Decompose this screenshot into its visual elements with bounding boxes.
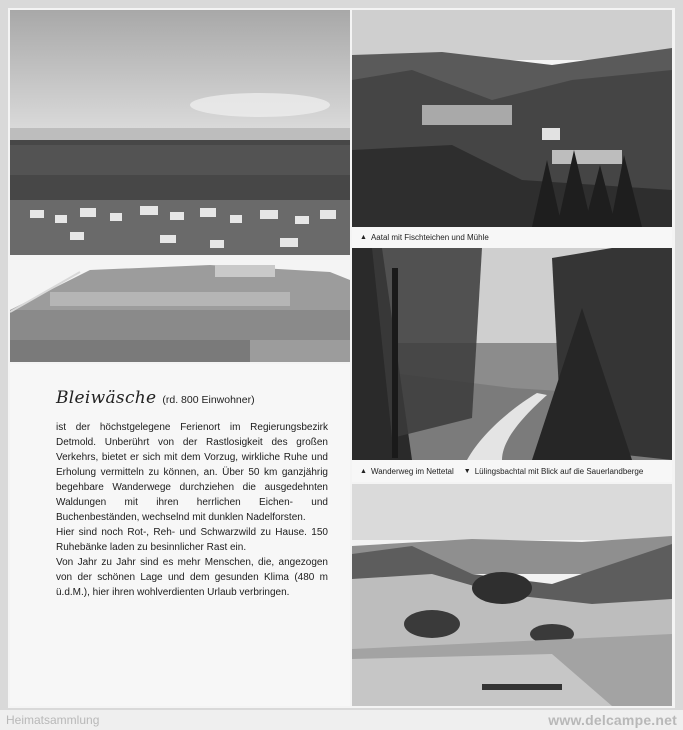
triangle-down-icon: ▼ xyxy=(463,467,471,475)
paragraph-intro: ist der höchstgelegene Ferienort im Regierungsbezirk Detmold. Unberührt von der Rastlosigkeit des großen Verkehrs, bietet er sich mit dem Vorzug, wirkliche Ruhe und Erholung vermitteln zu können, an. Über 50 km ganzjährig begehbare Wanderwege durchziehen die ausgedehnten Waldungen mit ihren herrlichen Eichen- und Buchenbeständen, wechselnd mit dunklen Nadelforsten. xyxy=(56,422,328,523)
caption-aatal-text: Aatal mit Fischteichen und Mühle xyxy=(370,233,489,242)
population-note: (rd. 800 Einwohner) xyxy=(162,394,255,406)
description-heading xyxy=(56,388,328,408)
paragraph-wildlife: Hier sind noch Rot-, Reh- und Schwarzwild zu Hause. 150 Ruhebänke laden zu besinnlicher Rast ein. xyxy=(56,527,328,553)
photo-aatal xyxy=(352,10,672,227)
caption-aatal xyxy=(352,227,672,248)
watermark-right: www.delcampe.net xyxy=(548,712,677,728)
photo-village-panorama xyxy=(10,10,350,362)
photo-wanderweg xyxy=(352,248,672,460)
place-name: Bleiwäsche xyxy=(56,388,157,408)
description-panel xyxy=(10,364,350,706)
photo-luelingsbachtal xyxy=(352,484,672,706)
watermark-left: Heimatsammlung xyxy=(6,713,100,727)
paragraph-visitors: Von Jahr zu Jahr sind es mehr Menschen, die, angezogen von der schönen Lage und dem gesunden Klima (480 m ü.d.M.), hier ihren wohlverdienten Urlaub verbringen. xyxy=(56,557,328,598)
caption-wanderweg xyxy=(352,460,672,482)
caption-luelingsbachtal-text: Lülingsbachtal mit Blick auf die Sauerlandberge xyxy=(474,466,644,476)
triangle-up-icon: ▲ xyxy=(360,234,367,241)
caption-wanderweg-text: Wanderweg im Nettetal xyxy=(370,466,454,476)
triangle-up-icon: ▲ xyxy=(360,467,367,475)
footer-strip xyxy=(0,710,683,730)
